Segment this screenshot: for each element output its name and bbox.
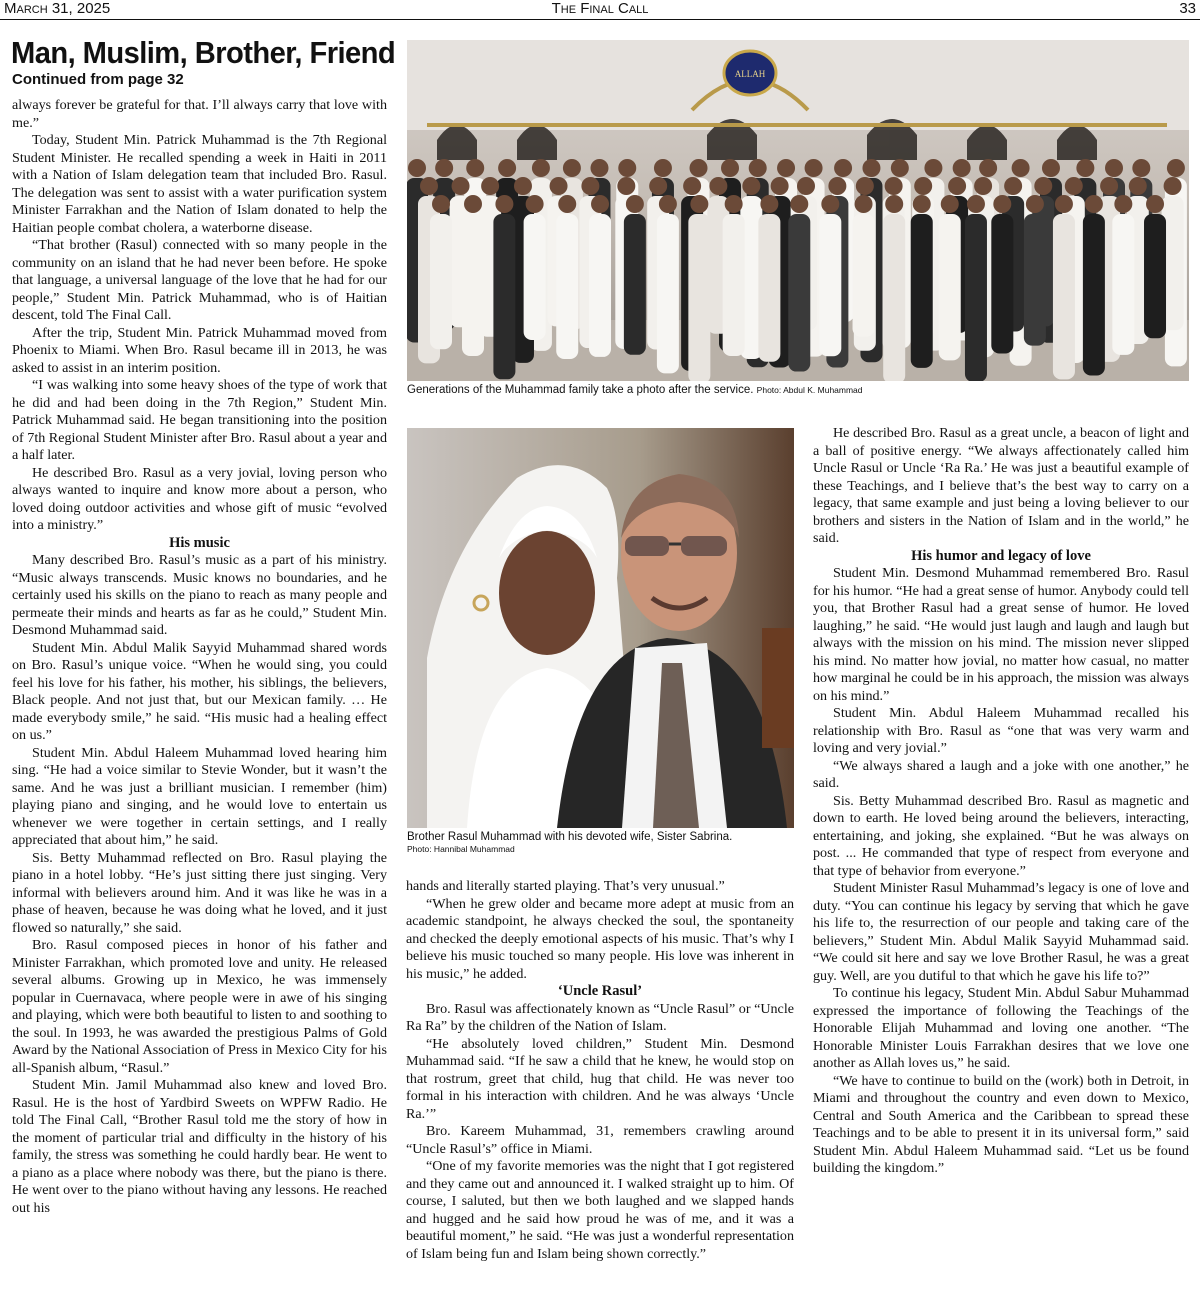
allah-sign-text: ALLAH [734, 69, 766, 79]
paragraph: Sis. Betty Muhammad reflected on Bro. Rasul playing the piano in a hotel lobby. “He’s just sitting there just singing. Very informal with believers around him. And it was like he was in a phase of heaven, because he was doing what he loved, and it just flowed so naturally,” she said. [12, 849, 387, 936]
paragraph: hands and literally started playing. That’s very unusual.” [406, 878, 725, 894]
person-head [828, 177, 846, 195]
person-head [1146, 195, 1164, 213]
paragraph: “We have to continue to build on the (work) both in Detroit, in Miami and throughout the country and even down to Mexico, Central and South America and the Caribbean to spread these Teachings and to be able to present it in its universal form,” said Student Min. Abdul Haleem Muhammad said. “Let us be found building the kingdom.” [813, 1072, 1189, 1176]
photo1-caption-text: Generations of the Muhammad family take a photo after the service. [407, 384, 754, 396]
paragraph: Student Min. Abdul Haleem Muhammad loved hearing him sing. “He had a voice similar to Stevie Wonder, but it wasn’t the same. And he was just a brilliant musician. I remember (him) playing piano and singing, and he would love to entertain us whenever we were together in certain settings, and I really appreciated that about him,” he said. [12, 744, 387, 848]
paragraph: “One of my favorite memories was the night that I got registered and they came out and announced it. I walked straight up to him. Of course, I saluted, but then we both laughed and we slapped hands and hugged and he said how proud he was of me, and it was a beautiful moment,” he said. “He was just a wonderful representation of Islam being fun and Islam being shown correctly.” [406, 1158, 794, 1262]
publication-name: The Final Call [551, 0, 649, 17]
person-head [749, 159, 767, 177]
person-head [855, 195, 873, 213]
person-figure [819, 214, 841, 356]
person-head [1055, 195, 1073, 213]
person-head [550, 177, 568, 195]
issue-date: March 31, 2025 [4, 0, 111, 17]
couple-portrait-photo [407, 428, 794, 828]
photo2-credit: Photo: Hannibal Muhammad [407, 844, 515, 854]
person-figure [991, 214, 1013, 353]
person-figure [430, 214, 452, 349]
person-figure [462, 214, 484, 356]
person-figure [883, 214, 905, 381]
person-head [856, 177, 874, 195]
person-head [1105, 159, 1123, 177]
person-head [590, 159, 608, 177]
person-head [659, 195, 677, 213]
person-head [862, 159, 880, 177]
photo2-caption-text: Brother Rasul Muhammad with his devoted wife, Sister Sabrina. [407, 831, 733, 843]
paragraph: Student Min. Abdul Haleem Muhammad recalled his relationship with Bro. Rasul as “one that was very warm and loving and very jovial.” [813, 705, 1189, 756]
person-figure [688, 214, 710, 381]
person-head [709, 177, 727, 195]
article-column-1 [12, 97, 387, 1217]
person-figure [1144, 214, 1166, 338]
person-head [649, 177, 667, 195]
person-head [885, 195, 903, 213]
person-figure [758, 214, 780, 362]
person-head [885, 177, 903, 195]
subhead-his-music: His music [169, 534, 230, 551]
person-head [1065, 177, 1083, 195]
person-head [974, 177, 992, 195]
paragraph: Student Min. Desmond Muhammad remembered Bro. Rasul for his humor. “He had a great sense of humor. Anybody could tell you, that Brother Rasul had a great sense of humor. He loved laughing,” he said. “He would just laugh and laugh and laugh but always with the mission on his mind. The mission never slipped his mind. No matter how jovial, no matter how casual, no matter how marginal he could be in his approach, the mission was always on his mind.” [813, 565, 1189, 704]
paragraph: “That brother (Rasul) connected with so many people in the community on an island that he had never been before. He spoke that language, a universal language of the love that he had for our people,” Student Min. Patrick Muhammad, who is of Haitian descent, told The Final Call. [12, 237, 387, 323]
person-head [834, 159, 852, 177]
person-head [466, 159, 484, 177]
continued-from-label: Continued from page 32 [12, 71, 184, 88]
paragraph: “He absolutely loved children,” Student Min. Desmond Muhammad said. “If he saw a child that he knew, he would stop on that rostrum, greet that child, hug that child. He was never too formal in his interaction with children. And he was always ‘Uncle Ra.’” [406, 1035, 794, 1122]
person-head [498, 159, 516, 177]
paragraph: Bro. Kareem Muhammad, 31, remembers crawling around “Uncle Rasul’s” office in Miami. [406, 1123, 794, 1157]
person-head [790, 195, 808, 213]
person-head [721, 159, 739, 177]
person-head [408, 159, 426, 177]
paragraph: Sis. Betty Muhammad described Bro. Rasul as magnetic and down to earth. He loved being around the believers, interacting, entertaining, and joking, she explained. “But he was always on post. ... He commanded that type of respect from everyone and that type of behavior from everyone.” [813, 792, 1189, 879]
person-figure [556, 214, 578, 359]
person-head [953, 159, 971, 177]
person-head [618, 159, 636, 177]
person-head [1042, 159, 1060, 177]
person-head [1164, 177, 1182, 195]
person-head [626, 195, 644, 213]
person-head [1167, 159, 1185, 177]
paragraph: Bro. Rasul composed pieces in honor of his father and Minister Farrakhan, which promoted love and unity. He released several albums. Growing up in Mexico, he was immensely popular in Cuernavaca, where people were in awe of his singing and playing, which were both beautiful to listen to and soothing to the soul. In 1993, he was awarded the prestigious Palms of Gold Award by the National Association of Press in Mexico City for his all-Spanish album, “Rasul.” [12, 937, 387, 1076]
person-head [464, 195, 482, 213]
person-head [805, 159, 823, 177]
person-head [563, 159, 581, 177]
person-head [514, 177, 532, 195]
person-head [581, 177, 599, 195]
person-head [481, 177, 499, 195]
person-head [1114, 195, 1132, 213]
person-head [1004, 177, 1022, 195]
person-figure [589, 214, 611, 357]
photo1-caption [407, 384, 1189, 397]
person-head [617, 177, 635, 195]
paragraph: “When he grew older and became more adept at music from an academic standpoint, he always checked the soul, the spontaneity and checked the deeply emotional aspects of his music. That’s why I believe his music touched so many people. His love was inherent in his music,” he added. [406, 895, 794, 982]
person-figure [853, 214, 875, 337]
person-figure [1112, 214, 1134, 355]
article-column-2 [406, 878, 794, 1263]
person-head [914, 177, 932, 195]
person-figure [1083, 214, 1105, 376]
photo2-caption [407, 831, 794, 854]
person-head [924, 159, 942, 177]
paragraph: Student Min. Abdul Malik Sayyid Muhammad shared words on Bro. Rasul’s unique voice. “When he would sing, you could feel his love for his father, his mother, his siblings, the believers, Black people. And not just that, but our Mexican family. … He made everybody smile,” he said. “His music had a healing effect on us.” [12, 639, 387, 743]
subhead-humor-legacy: His humor and legacy of love [911, 547, 1091, 564]
paragraph: After the trip, Student Min. Patrick Muhammad moved from Phoenix to Miami. When Bro. Rasul became ill in 2013, he was asked to assist in an interim position. [12, 324, 387, 376]
person-figure [493, 214, 515, 379]
paragraph: always forever be grateful for that. I’ll always carry that love with me.” [12, 97, 387, 131]
person-head [1100, 177, 1118, 195]
person-head [891, 159, 909, 177]
person-head [993, 195, 1011, 213]
person-head [797, 177, 815, 195]
couple-portrait-image [407, 428, 794, 828]
paragraph: He described Bro. Rasul as a great uncle, a beacon of light and a ball of positive energy. “We always affectionately called him Uncle Rasul or Uncle ‘Ra Ra.’ He was just a beautiful example of these Teachings, and I believe that’s the best way to carry on a legacy, that same example and just being a loving believer to our brothers and sisters in the Nation of Islam and in the world,” he said. [813, 425, 1189, 546]
family-group-image [407, 40, 1189, 381]
paragraph: He described Bro. Rasul as a very jovial, loving person who always wanted to inquire and know more about a person, who loved doing outdoor activities and whose gift of music “evolved into a ministry.” [12, 464, 387, 533]
person-head [941, 195, 959, 213]
person-head [1076, 159, 1094, 177]
person-figure [911, 214, 933, 368]
person-head [683, 177, 701, 195]
person-head [420, 177, 438, 195]
person-head [1129, 177, 1147, 195]
person-figure [939, 214, 961, 360]
person-head [948, 177, 966, 195]
person-head [1085, 195, 1103, 213]
paragraph: To continue his legacy, Student Min. Abdul Sabur Muhammad expressed the importance of following the Teachings of the Honorable Elijah Muhammad and loving one another. “The Honorable Minister Louis Farrakhan desires that we love one another as Allah loves us,” he said. [813, 985, 1189, 1071]
person-head [979, 159, 997, 177]
person-head [760, 195, 778, 213]
person-head [532, 159, 550, 177]
paragraph: Student Minister Rasul Muhammad’s legacy is one of love and duty. “You can continue his legacy by serving that which he gave his life to, the resurrection of our people and taking care of the believers,” Student Min. Abdul Malik Sayyid Muhammad said. “We could sit here and say we love Brother Rasul, he was a great guy. Well, are you dutiful to that which he gave his life to?” [813, 880, 1189, 984]
person-head [771, 177, 789, 195]
person-head [777, 159, 795, 177]
person-figure [788, 214, 810, 372]
paragraph: Bro. Rasul was affectionately known as “Uncle Rasul” or “Uncle Ra Ra” by the children of the Nation of Islam. [406, 1000, 794, 1034]
person-head [913, 195, 931, 213]
page-header [0, 0, 1200, 20]
person-figure [624, 214, 646, 355]
person-head [435, 159, 453, 177]
page-number: 33 [1179, 0, 1196, 17]
article-headline: Man, Muslim, Brother, Friend [11, 35, 396, 70]
subhead-uncle-rasul: ‘Uncle Rasul’ [557, 983, 643, 999]
paragraph: “We always shared a laugh and a joke with one another,” he said. [813, 757, 1189, 791]
person-head [1012, 159, 1030, 177]
person-head [452, 177, 470, 195]
person-head [1026, 195, 1044, 213]
paragraph: “I was walking into some heavy shoes of the type of work that he did and had been doing in the 7th Region,” Student Min. Patrick Muhammad said. He began transitioning into the position of 7th Regional Student Minister after Bro. Rasul about a year and a half later. [12, 377, 387, 463]
person-figure [1024, 214, 1046, 346]
person-head [1132, 159, 1150, 177]
person-figure [524, 214, 546, 340]
person-figure [657, 214, 679, 373]
person-head [742, 177, 760, 195]
person-figure [723, 214, 745, 356]
person-head [432, 195, 450, 213]
person-head [1034, 177, 1052, 195]
family-group-photo [407, 40, 1189, 381]
person-head [654, 159, 672, 177]
paragraph: Many described Bro. Rasul’s music as a part of his ministry. “Music always transcends. Music knows no boundaries, and he certainly used his skills on the piano to reach as many people and permeate their minds and hearts as far as he could,” Student Min. Desmond Muhammad said. [12, 552, 387, 638]
person-head [690, 159, 708, 177]
person-head [495, 195, 513, 213]
person-head [526, 195, 544, 213]
person-head [591, 195, 609, 213]
paragraph: Today, Student Min. Patrick Muhammad is the 7th Regional Student Minister. He recalled spending a week in Haiti in 2011 with a Nation of Islam delegation team that included Bro. Rasul. The delegation was sent to assist with a water purification system Minister Farrakhan and the Nation of Islam donated to help the Haitian people combat cholera, a waterborne disease. [12, 132, 387, 236]
person-figure [965, 214, 987, 381]
person-figure [1053, 214, 1075, 379]
person-head [558, 195, 576, 213]
person-head [821, 195, 839, 213]
paragraph: Student Min. Jamil Muhammad also knew and loved Bro. Rasul. He is the host of Yardbird Sweets on WPFW Radio. He told The Final Call, “Brother Rasul told me the story of how in the moment of particular trial and difficulty in the history of his family, the stress was something he could hardly bear. He went to a piano as a place where nobody was there, but the piano is there. He went over to the piano without having any lessons. He reached out his [12, 1077, 387, 1216]
person-head [725, 195, 743, 213]
article-column-3 [813, 425, 1189, 1178]
person-head [690, 195, 708, 213]
person-head [967, 195, 985, 213]
photo1-credit: Photo: Abdul K. Muhammad [756, 385, 863, 395]
